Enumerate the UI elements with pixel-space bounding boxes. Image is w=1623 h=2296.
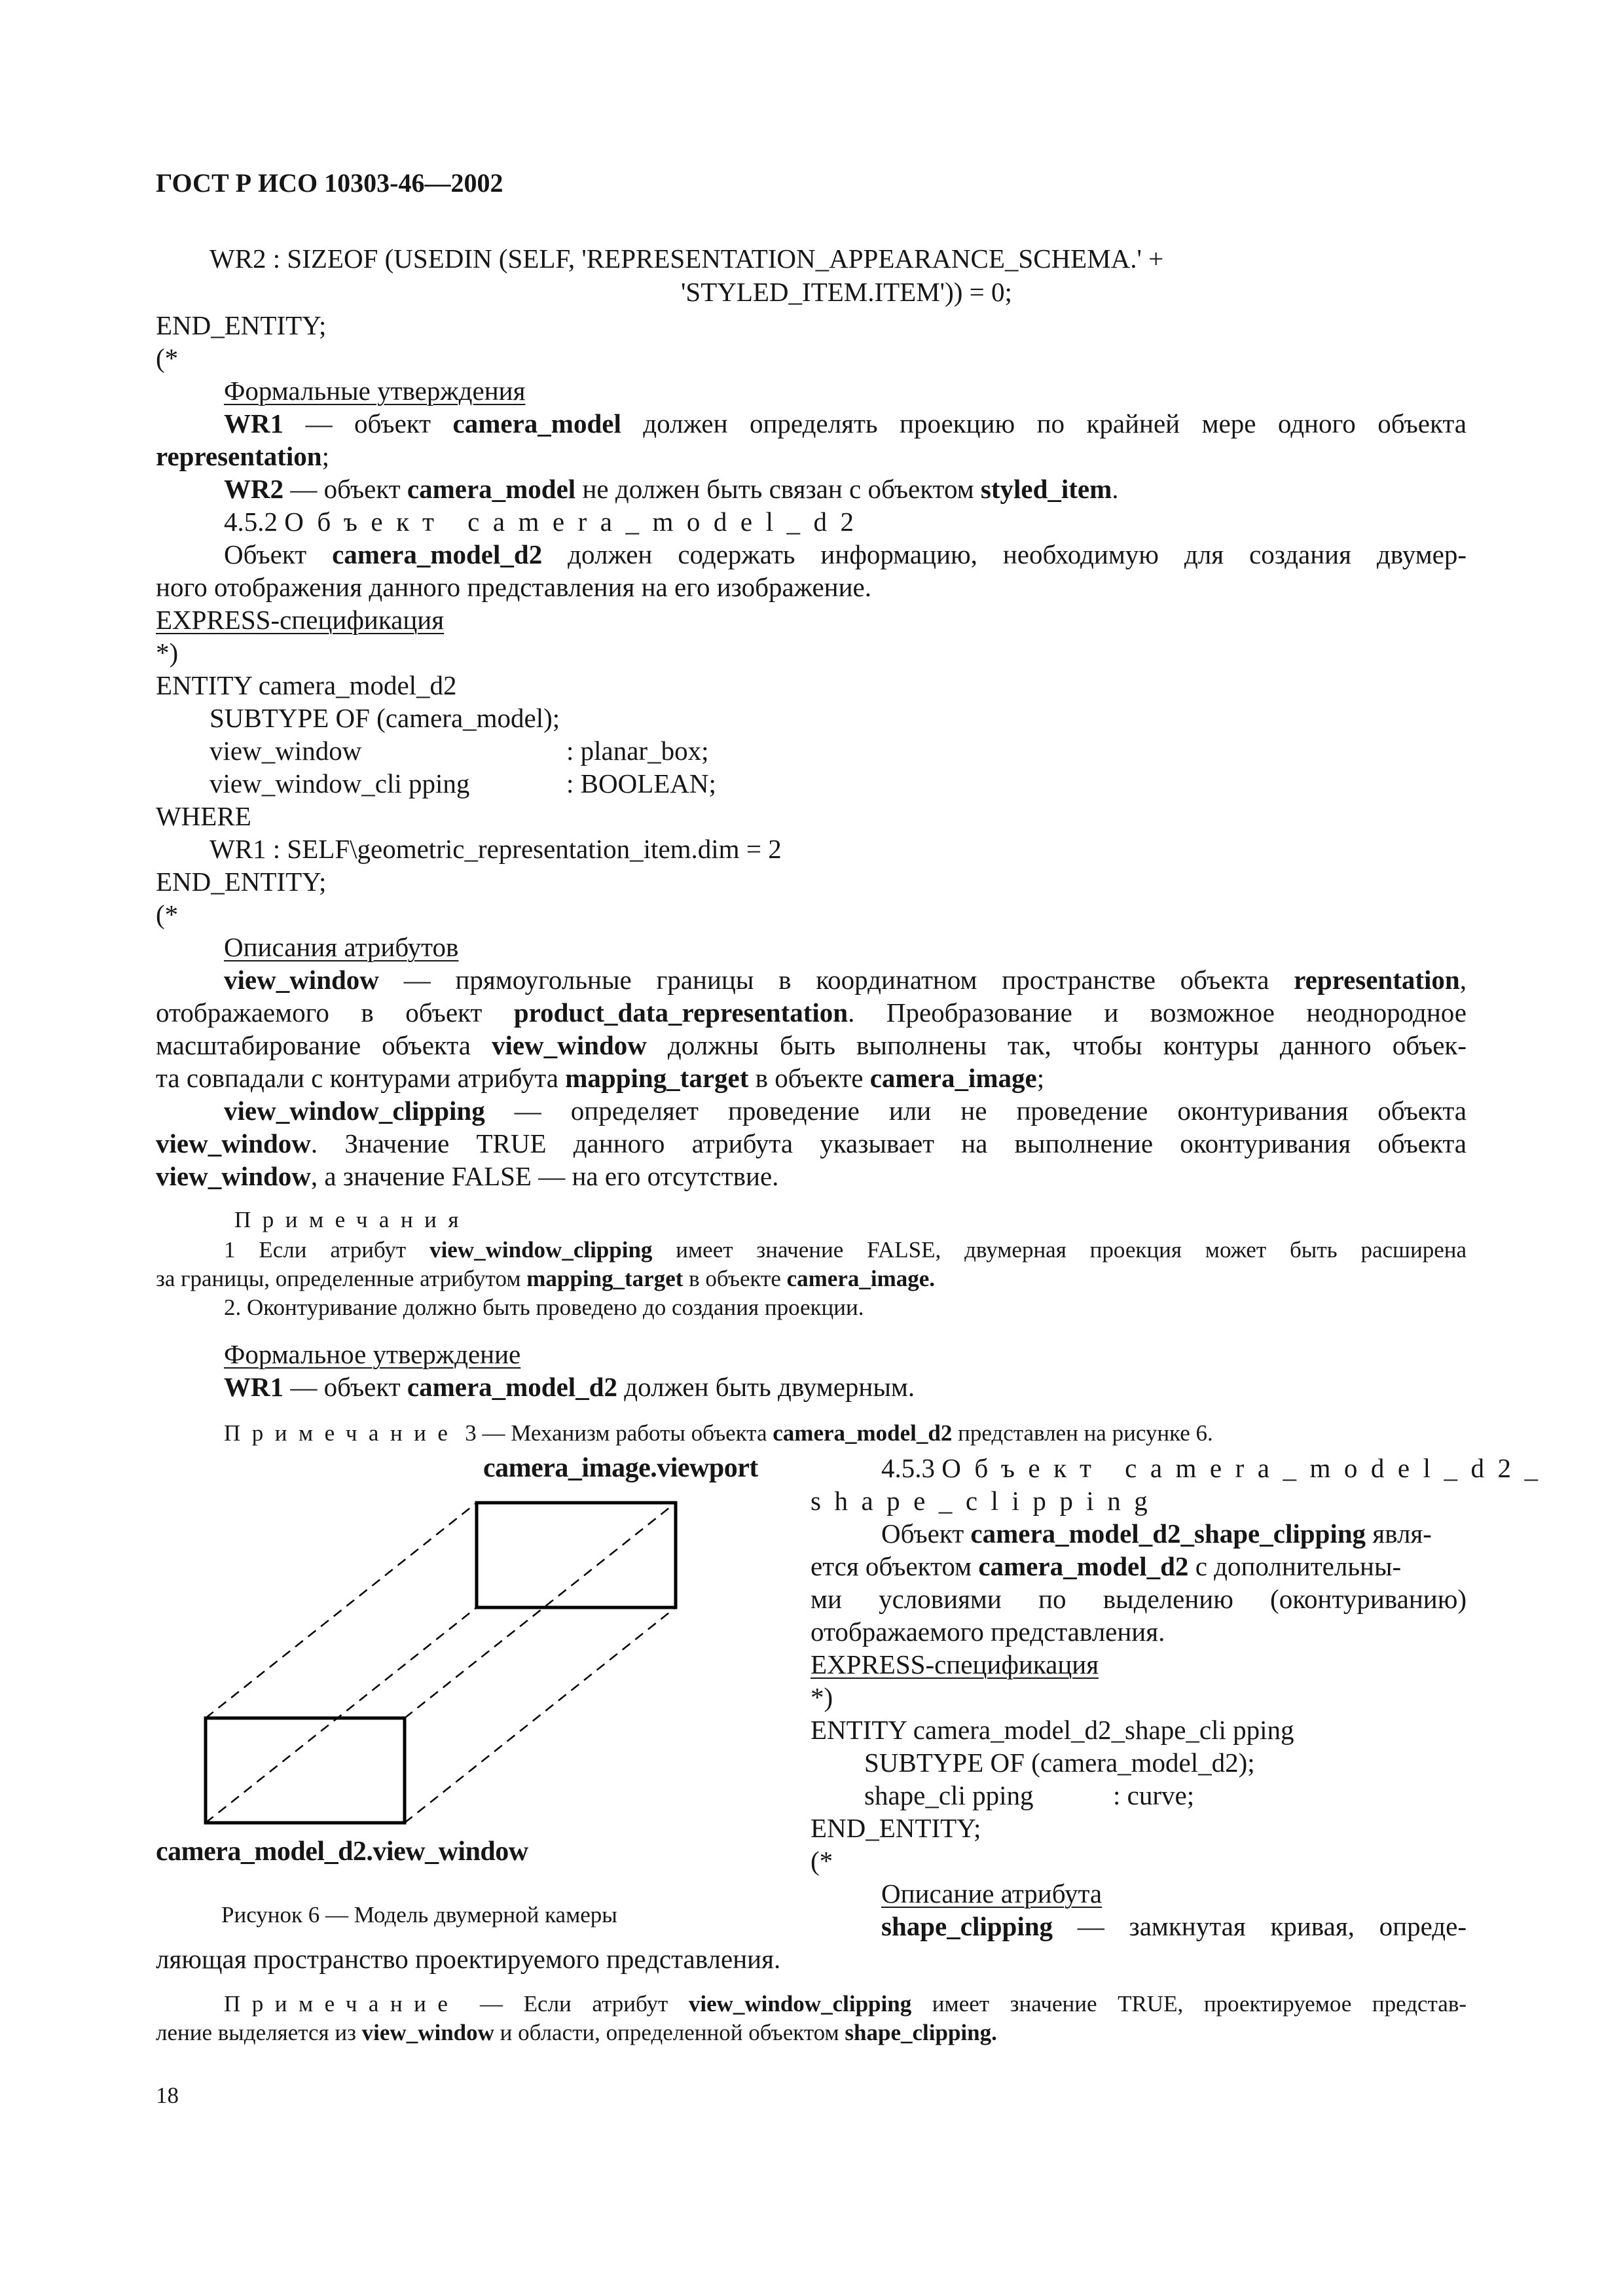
entity-declaration-2: ENTITY camera_model_d2_shape_cli pping [811, 1715, 1294, 1745]
figure-label-view-window: camera_model_d2.view_window [156, 1837, 528, 1867]
comment-open: (* [156, 343, 179, 373]
figure-label-viewport: camera_image.viewport [483, 1453, 758, 1483]
section-4-5-3-desc-1: Объект camera_model_d2_shape_clipping явля- [881, 1518, 1432, 1549]
section-4-5-2-desc: Объект camera_model_d2 должен содержать информацию, необходимую для создания двумер- [224, 539, 1467, 569]
subtype-declaration-2: SUBTYPE OF (camera_model_d2); [864, 1748, 1255, 1778]
section-4-5-3-desc-2: ется объектом camera_model_d2 с дополнительны- [811, 1551, 1402, 1581]
express-heading-2: EXPRESS-спецификация [811, 1649, 1099, 1679]
figure-caption: Рисунок 6 — Модель двумерной камеры [221, 1902, 617, 1928]
attr-clipping-type: : BOOLEAN; [566, 768, 716, 798]
wr1-proposition-cont: representation; [156, 441, 329, 471]
attr-view-window-type: : planar_box; [566, 736, 709, 766]
attr-desc-line3: масштабирование объекта view_window должны быть выполнены так, чтобы контуры данного объек- [156, 1030, 1467, 1060]
note-3: Примечание 3 — Механизм работы объекта camera_model_d2 представлен на рисунке 6. [224, 1420, 1213, 1446]
attributes-heading: Описания атрибутов [224, 932, 459, 962]
attr-desc-line4: та совпадали с контурами атрибута mapping_target в объекте camera_image; [156, 1063, 1045, 1093]
formal-propositions-heading: Формальные утверждения [224, 376, 526, 406]
section-4-5-3-desc-4: отображаемого представления. [811, 1617, 1165, 1647]
attr-view-window-name: view_window [210, 736, 362, 766]
document-header: ГОСТ Р ИСО 10303-46—2002 [156, 168, 503, 198]
comment-open-2: (* [811, 1846, 833, 1876]
notes-heading: Примечания [234, 1207, 471, 1232]
attr-clipping-desc-line1: view_window_clipping — определяет проведение или не проведение оконтуривания объекта [224, 1096, 1467, 1126]
attr-shape-clipping-desc: shape_clipping — замкнутая кривая, опреде- [881, 1911, 1467, 1941]
section-4-5-2-desc-cont: ного отображения данного представления на его изображение. [156, 572, 871, 602]
section-4-5-3-desc-3: ми условиями по выделению (оконтуриванию) [811, 1584, 1467, 1614]
end-entity-2: END_ENTITY; [811, 1813, 981, 1843]
formal-proposition-heading: Формальное утверждение [224, 1339, 521, 1369]
attr-clipping-desc-line2: view_window. Значение TRUE данного атрибута указывает на выполнение оконтуривания объекта [156, 1128, 1467, 1158]
subtype-declaration: SUBTYPE OF (camera_model); [210, 703, 560, 733]
page-number: 18 [156, 2083, 179, 2108]
edge-bottom-left [206, 1607, 477, 1823]
attr-clipping-name: view_window_cli pping [210, 768, 470, 798]
view-window-rect [206, 1718, 405, 1823]
section-4-5-2-title: 4.5.2 Объект camera_model_d2 [224, 507, 867, 537]
figure-camera-model [151, 1486, 779, 1859]
formal-proposition-wr1: WR1 — объект camera_model_d2 должен быть двумерным. [224, 1372, 915, 1402]
end-entity: END_ENTITY; [156, 310, 327, 340]
entity-declaration: ENTITY camera_model_d2 [156, 670, 457, 700]
express-heading: EXPRESS-спецификация [156, 605, 445, 635]
edge-top-right [405, 1503, 676, 1718]
comment-close-2: *) [811, 1682, 833, 1712]
comment-open-d2: (* [156, 899, 179, 929]
edge-bottom-right [405, 1607, 676, 1823]
attr-shape-clipping-type: : curve; [1113, 1780, 1195, 1810]
comment-close: *) [156, 637, 179, 668]
note-1-cont: за границы, определенные атрибутом mapping_target в объекте camera_image. [156, 1266, 936, 1291]
wr1-proposition: WR1 — объект camera_model должен определять проекцию по крайней мере одного объекта [224, 408, 1467, 439]
final-note-cont: ление выделяется из view_window и области, определенной объектом shape_clipping. [156, 2020, 997, 2045]
section-4-5-3-title: 4.5.3 Объект camera_model_d2_ [881, 1453, 1552, 1483]
wr2-proposition: WR2 — объект camera_model не должен быть связан с объектом styled_item. [224, 474, 1119, 504]
attr-desc-line2: отображаемого в объект product_data_representation. Преобразование и возможное неоднородное [156, 997, 1467, 1028]
edge-top-left [206, 1503, 477, 1718]
final-note: Примечание — Если атрибут view_window_clipping имеет значение TRUE, проектируемое представ- [224, 1991, 1467, 2017]
wr2-rule-line1: WR2 : SIZEOF (USEDIN (SELF, 'REPRESENTATION_APPEARANCE_SCHEMA.' + [210, 243, 1164, 274]
attribute-heading-2: Описание атрибута [881, 1878, 1103, 1909]
attr-clipping-desc-line3: view_window, а значение FALSE — на его отсутствие. [156, 1161, 779, 1191]
where-rule-wr1: WR1 : SELF\geometric_representation_item.dim = 2 [210, 834, 782, 864]
attr-shape-clipping-desc-cont: ляющая пространство проектируемого представления. [156, 1944, 781, 1974]
wr2-rule-line2: 'STYLED_ITEM.ITEM')) = 0; [681, 277, 1012, 307]
attr-desc-line1: view_window — прямоугольные границы в координатном пространстве объекта representation, [224, 965, 1467, 995]
end-entity-d2: END_ENTITY; [156, 867, 327, 897]
note-2: 2. Оконтуривание должно быть проведено до создания проекции. [224, 1295, 864, 1320]
viewport-rect [477, 1503, 676, 1607]
attr-shape-clipping-name: shape_cli pping [864, 1780, 1034, 1810]
where-clause: WHERE [156, 801, 251, 831]
note-1: 1 Если атрибут view_window_clipping имеет значение FALSE, двумерная проекция может быть расширена [224, 1237, 1467, 1263]
section-4-5-3-title-cont: shape_clipping [811, 1486, 1161, 1516]
